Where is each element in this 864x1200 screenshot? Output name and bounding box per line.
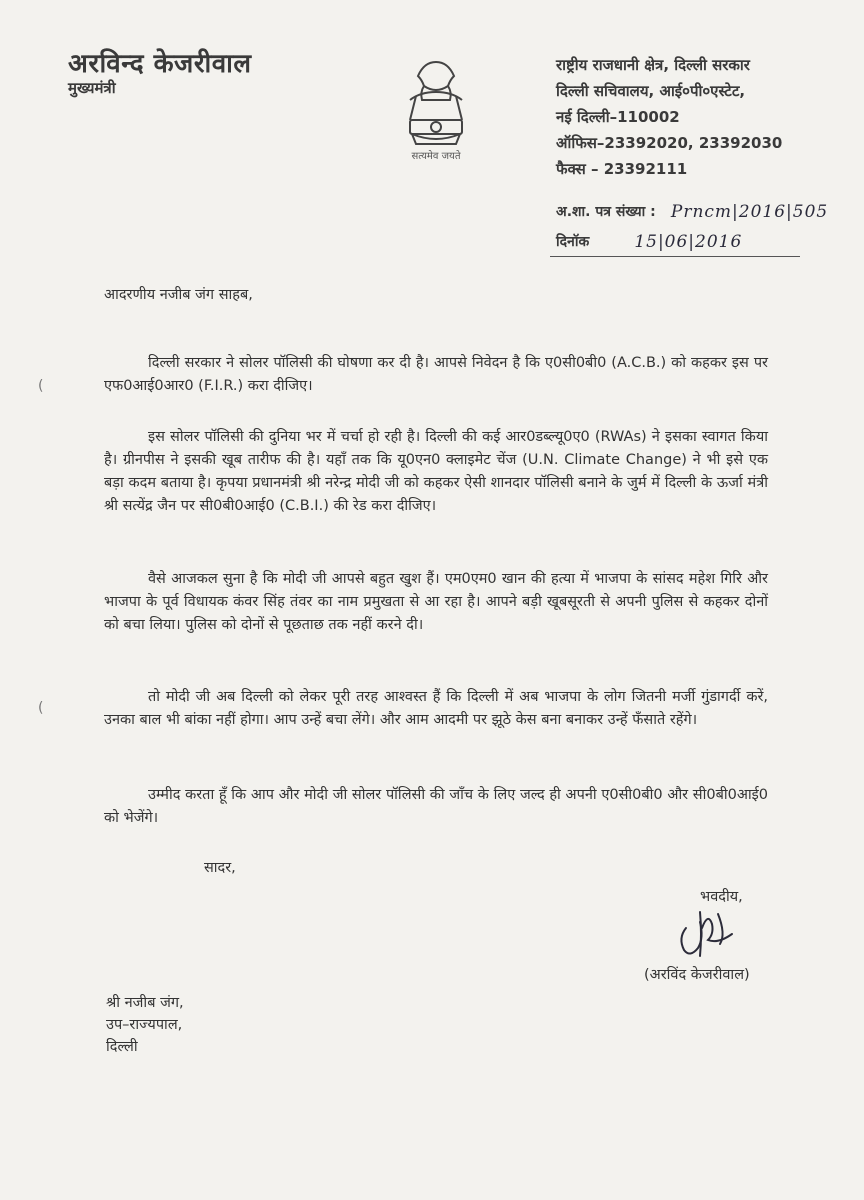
letter-paragraph: इस सोलर पॉलिसी की दुनिया भर में चर्चा हो रही है। दिल्ली की कई आर0डब्ल्यू0ए0 (RWAs) ने इसका स्वागत किया है। ग्रीनपीस ने इसकी खूब तारीफ की है। यहाँ तक कि यू0एन0 क्लाइमेट चेंज (U.N. Climate Change) ने भी इसे एक बड़ा कदम बताया है। कृपया प्रधानमंत्री श्री नरेन्द्र मोदी जी को कहकर ऐसी शानदार पॉलिसी बनाने के जुर्म में दिल्ली के ऊर्जा मंत्री श्री सत्येंद्र जैन पर सी0बी0आई0 (C.B.I.) की रेड करा दीजिए। — [104, 429, 768, 514]
address-line: नई दिल्ली–110002 — [556, 108, 680, 126]
punch-mark: ( — [38, 378, 44, 394]
emblem-caption: सत्यमेव जयते — [411, 151, 461, 162]
reference-number-value: Prncm|2016|505 — [670, 201, 829, 222]
recipient-location: दिल्ली — [106, 1039, 138, 1055]
fax-line: फैक्स – 23392111 — [556, 160, 688, 178]
sender-title: मुख्यमंत्री — [68, 79, 116, 97]
date-label: दिनॉक — [556, 234, 590, 250]
reference-number-label: अ.शा. पत्र संख्या : — [556, 204, 656, 220]
letter-paragraph: उम्मीद करता हूँ कि आप और मोदी जी सोलर पॉलिसी की जाँच के लिए जल्द ही अपनी ए0सी0बी0 और सी0बी0आई0 को भेजेंगे। — [104, 787, 768, 826]
valediction: भवदीय, — [700, 889, 743, 905]
salutation: आदरणीय नजीब जंग साहब, — [104, 287, 253, 303]
address-line: राष्ट्रीय राजधानी क्षेत्र, दिल्ली सरकार — [556, 56, 750, 74]
letter-paragraph: तो मोदी जी अब दिल्ली को लेकर पूरी तरह आश्वस्त हैं कि दिल्ली में अब भाजपा के लोग जितनी मर्जी गुंडागर्दी करें, उनका बाल भी बांका नहीं होगा। आप उन्हें बचा लेंगे। और आम आदमी पर झूठे केस बना बनाकर उन्हें फँसाते रहेंगे। — [104, 689, 768, 728]
letter-paragraph: दिल्ली सरकार ने सोलर पॉलिसी की घोषणा कर दी है। आपसे निवेदन है कि ए0सी0बी0 (A.C.B.) को कहकर इस पर एफ0आई0आर0 (F.I.R.) करा दीजिए। — [104, 355, 768, 394]
address-line: दिल्ली सचिवालय, आई०पी०एस्टेट, — [556, 82, 746, 100]
reference-number-row — [556, 201, 829, 231]
phone-line: ऑफिस–23392020, 23392030 — [556, 134, 783, 152]
reference-block — [556, 201, 829, 261]
punch-mark: ( — [38, 700, 44, 716]
date-value: 15|06|2016 — [634, 231, 743, 252]
recipient-designation: उप–राज्यपाल, — [106, 1017, 183, 1033]
recipient-block — [106, 992, 184, 1058]
letter-paragraph: वैसे आजकल सुना है कि मोदी जी आपसे बहुत खुश हैं। एम0एम0 खान की हत्या में भाजपा के सांसद महेश गिरि और भाजपा के पूर्व विधायक कंवर सिंह तंवर का नाम प्रमुखता से आ रहा है। आपने बड़ी खूबसूरती से अपनी पुलिस से कहकर दोनों को बचा लिया। पुलिस को दोनों से पूछताछ तक नहीं करने दी। — [104, 571, 768, 633]
recipient-name: श्री नजीब जंग, — [106, 995, 184, 1011]
divider — [550, 256, 800, 257]
signature-icon — [672, 898, 752, 968]
sender-name: अरविन्द केजरीवाल — [68, 49, 252, 79]
signatory-name: (अरविंद केजरीवाल) — [644, 967, 750, 983]
address-block — [556, 52, 782, 182]
closing: सादर, — [204, 860, 236, 876]
